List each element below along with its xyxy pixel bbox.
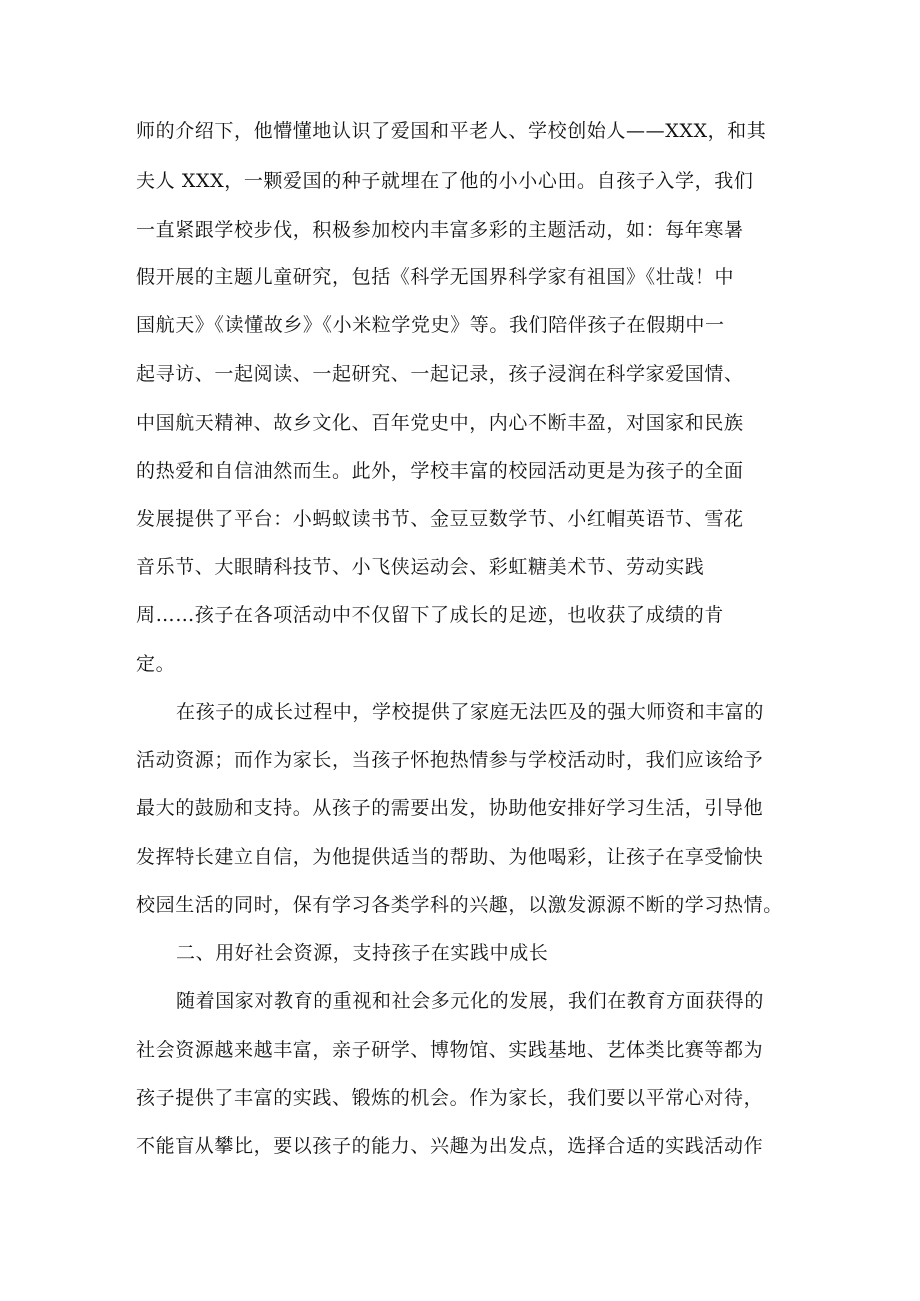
text-line: 最大的鼓励和支持。从孩子的需要出发，协助他安排好学习生活，引导他 [136,797,764,819]
text-line: 校园生活的同时，保有学习各类学科的兴趣，以激发源源不断的学习热情。 [136,894,783,916]
text-line: 不能盲从攀比，要以孩子的能力、兴趣为出发点，选择合适的实践活动作 [136,1135,764,1157]
text-line: 活动资源；而作为家长，当孩子怀抱热情参与学校活动时，我们应该给予 [136,749,764,771]
text-line: 社会资源越来越丰富，亲子研学、博物馆、实践基地、艺体类比赛等都为 [136,1039,764,1061]
text-line: 定。 [136,653,176,675]
text-line: 一直紧跟学校步伐，积极参加校内丰富多彩的主题活动，如：每年寒暑 [136,219,744,241]
text-line: 音乐节、大眼睛科技节、小飞侠运动会、彩虹糖美术节、劳动实践 [136,556,705,578]
text-line: 随着国家对教育的重视和社会多元化的发展，我们在教育方面获得的 [176,990,765,1012]
text-line: 发展提供了平台：小蚂蚁读书节、金豆豆数学节、小红帽英语节、雪花 [136,508,744,530]
text-line: 夫人 XXX，一颗爱国的种子就埋在了他的小小心田。自孩子入学，我们 [136,170,754,192]
text-line: 师的介绍下，他懵懂地认识了爱国和平老人、学校创始人——XXX，和其 [136,120,767,142]
text-line: 的热爱和自信油然而生。此外，学校丰富的校园活动更是为孩子的全面 [136,460,744,482]
text-line: 假开展的主题儿童研究，包括《科学无国界科学家有祖国》《壮哉！中 [136,266,735,288]
text-line: 孩子提供了丰富的实践、锻炼的机会。作为家长，我们要以平常心对待， [136,1087,764,1109]
text-line: 周……孩子在各项活动中不仅留下了成长的足迹，也收获了成绩的肯 [136,604,725,626]
text-line: 发挥特长建立自信，为他提供适当的帮助、为他喝彩，让孩子在享受愉快 [136,846,764,868]
text-line: 在孩子的成长过程中，学校提供了家庭无法匹及的强大师资和丰富的 [176,701,765,723]
text-line: 中国航天精神、故乡文化、百年党史中，内心不断丰盈，对国家和民族 [136,412,744,434]
text-line: 国航天》《读懂故乡》《小米粒学党史》等。我们陪伴孩子在假期中一 [136,314,725,336]
text-line: 起寻访、一起阅读、一起研究、一起记录，孩子浸润在科学家爱国情、 [136,363,744,385]
section-heading: 二、用好社会资源，支持孩子在实践中成长 [176,942,549,964]
